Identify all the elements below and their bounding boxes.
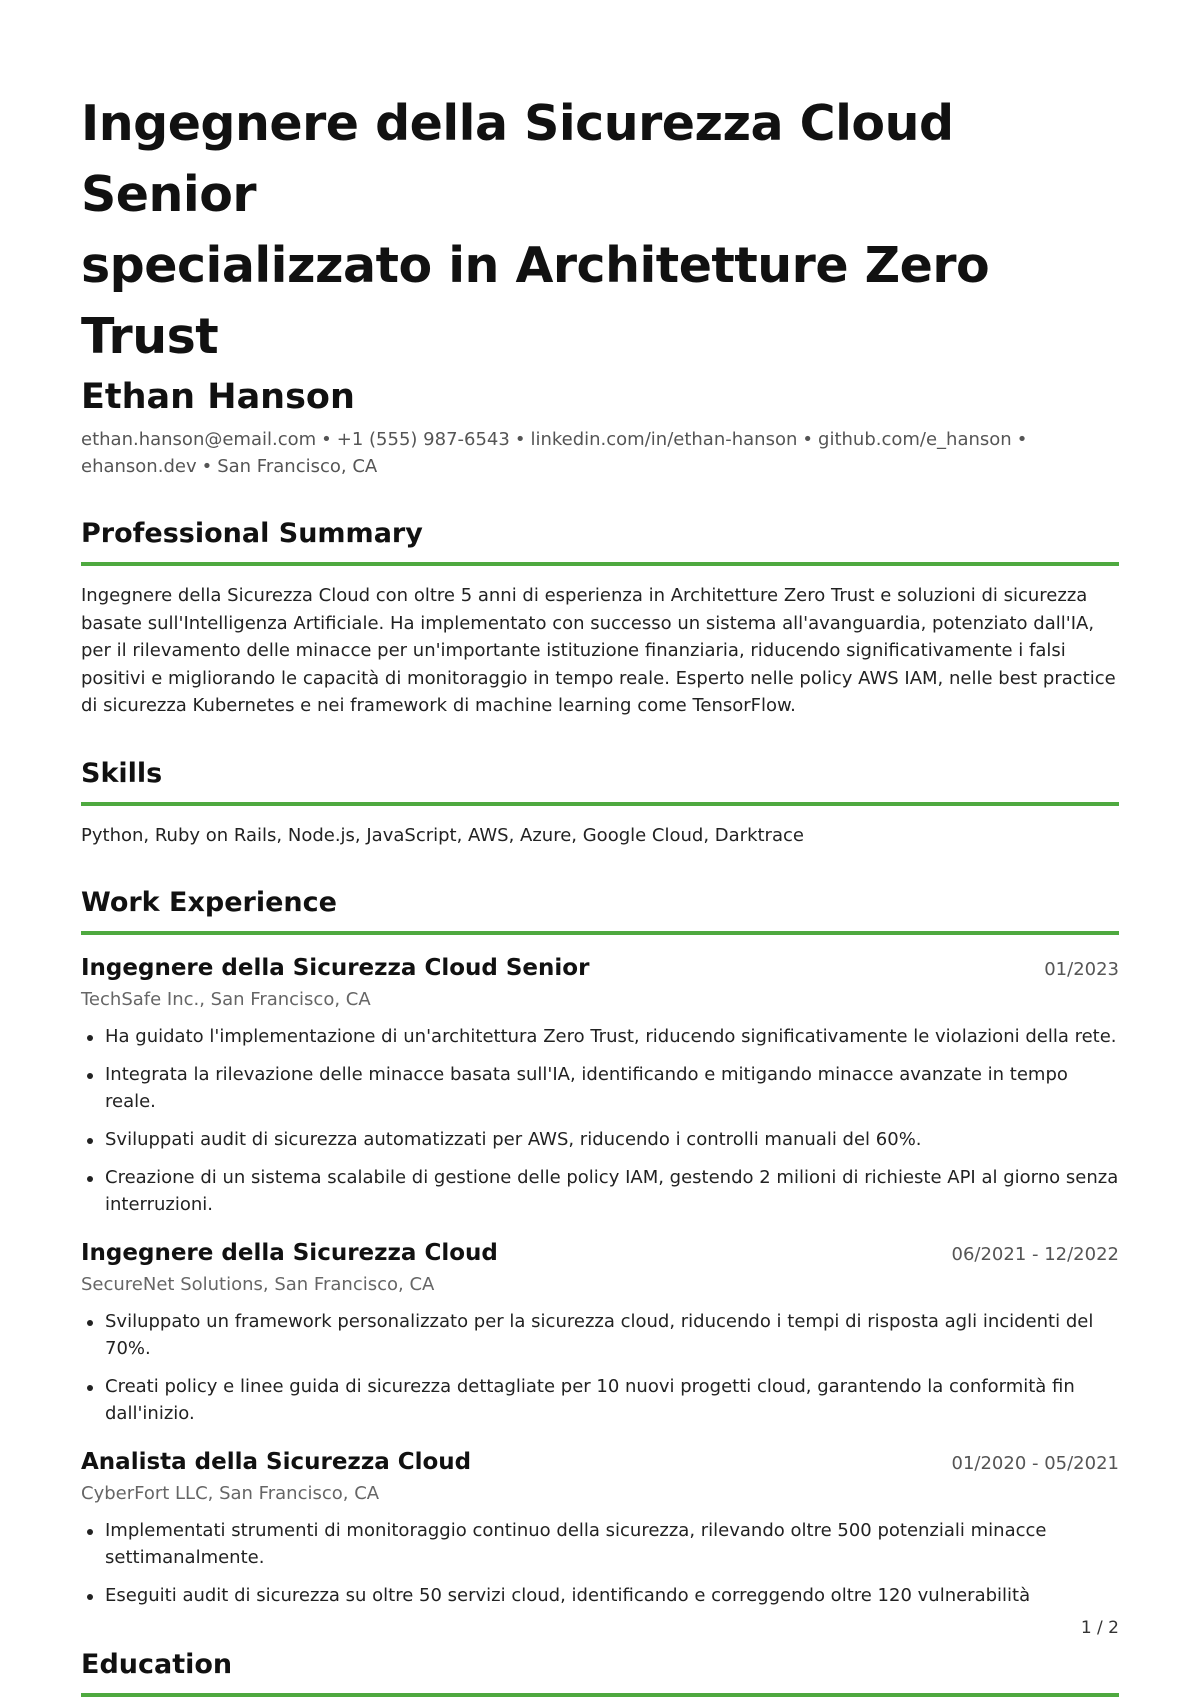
job-company: SecureNet Solutions, San Francisco, CA [81,1273,435,1295]
contact-separator: • [514,429,526,450]
experience-section [81,885,1119,1609]
contact-separator: • [201,456,213,477]
job-entry [81,1445,1119,1609]
summary-text: Ingegnere della Sicurezza Cloud con oltre 5 anni di esperienza in Architetture Zero Trust e soluzioni di sicurezza basate sull'Intelligenza Artificiale. Ha implementato con successo un sistema all'avanguardia, potenziato dall'IA, per il rilevamento delle minacce per un'importante istituzione finanziaria, riducendo significativamente i falsi positivi e migliorando le capacità di monitoraggio in tempo reale. Esperto nelle policy AWS IAM, nelle best practice di sicurezza Kubernetes e nei framework di machine learning come TensorFlow. [81,585,1116,716]
education-section [81,1647,1119,1697]
bullet-dot-icon [87,1035,93,1041]
job-title: Ingegnere della Sicurezza Cloud Senior [81,954,590,981]
bullet-dot-icon [87,1073,93,1079]
job-entry [81,951,1119,1218]
skills-section [81,756,1119,849]
job-header [81,1236,1119,1270]
page-number: 1 / 2 [1080,1618,1119,1638]
section-title-education: Education [81,1647,1119,1697]
bullet-text: Integrata la rilevazione delle minacce basata sull'IA, identificando e mitigando minacce avanzate in tempo reale. [105,1063,1068,1112]
bullet-dot-icon [87,1385,93,1391]
contact-info [81,426,1119,480]
bullet-text: Creati policy e linee guida di sicurezza dettagliate per 10 nuovi progetti cloud, garantendo la conformità fin dall'inizio. [105,1375,1075,1424]
job-date: 01/2020 - 05/2021 [951,1452,1119,1474]
contact-location: San Francisco, CA [217,456,378,477]
job-bullet [81,1164,1119,1218]
headline-line-1: Ingegnere della Sicurezza Cloud Senior [81,95,954,223]
bullet-dot-icon [87,1594,93,1600]
contact-separator: • [1016,429,1028,450]
job-bullet [81,1373,1119,1427]
headline-line-2: specializzato in Architetture Zero Trust [81,237,990,365]
job-bullet [81,1582,1119,1609]
bullet-text: Ha guidato l'implementazione di un'architettura Zero Trust, riducendo significativamente le violazioni della rete. [105,1025,1117,1047]
bullet-text: Eseguiti audit di sicurezza su oltre 50 servizi cloud, identificando e correggendo oltre 120 vulnerabilità [105,1584,1031,1606]
job-date: 01/2023 [1044,958,1119,980]
contact-linkedin[interactable]: linkedin.com/in/ethan-hanson [530,429,798,450]
bullet-text: Implementati strumenti di monitoraggio continuo della sicurezza, rilevando oltre 500 potenziali minacce settimanalmente. [105,1519,1047,1568]
bullet-dot-icon [87,1176,93,1182]
job-company: CyberFort LLC, San Francisco, CA [81,1482,380,1504]
bullet-text: Sviluppati audit di sicurezza automatizzati per AWS, riducendo i controlli manuali del 60%. [105,1128,922,1150]
contact-phone[interactable]: +1 (555) 987-6543 [336,429,510,450]
contact-github[interactable]: github.com/e_hanson [818,429,1012,450]
job-entry [81,1236,1119,1427]
section-title-skills: Skills [81,756,1119,806]
job-bullet [81,1517,1119,1571]
candidate-name: Ethan Hanson [81,377,355,417]
resume-headline [81,88,1119,372]
contact-website[interactable]: ehanson.dev [81,456,197,477]
contact-email[interactable]: ethan.hanson@email.com [81,429,317,450]
job-bullets [81,1023,1119,1218]
job-title: Analista della Sicurezza Cloud [81,1448,472,1475]
summary-section [81,516,1119,720]
job-header [81,951,1119,985]
job-bullet [81,1023,1119,1050]
job-title: Ingegnere della Sicurezza Cloud [81,1239,498,1266]
contact-separator: • [321,429,332,450]
bullet-dot-icon [87,1529,93,1535]
resume-page [81,88,1119,1697]
bullet-text: Sviluppato un framework personalizzato per la sicurezza cloud, riducendo i tempi di risposta agli incidenti del 70%. [105,1310,1094,1359]
job-bullets [81,1517,1119,1609]
job-bullets [81,1308,1119,1427]
job-bullet [81,1308,1119,1362]
section-title-summary: Professional Summary [81,516,1119,566]
job-bullet [81,1061,1119,1115]
section-title-experience: Work Experience [81,885,1119,935]
job-bullet [81,1126,1119,1153]
job-date: 06/2021 - 12/2022 [951,1243,1119,1265]
bullet-dot-icon [87,1138,93,1144]
contact-separator: • [802,429,814,450]
bullet-dot-icon [87,1320,93,1326]
skills-text: Python, Ruby on Rails, Node.js, JavaScript, AWS, Azure, Google Cloud, Darktrace [81,824,804,846]
bullet-text: Creazione di un sistema scalabile di gestione delle policy IAM, gestendo 2 milioni di richieste API al giorno senza interruzioni. [105,1166,1119,1215]
job-company: TechSafe Inc., San Francisco, CA [81,988,371,1010]
job-header [81,1445,1119,1479]
